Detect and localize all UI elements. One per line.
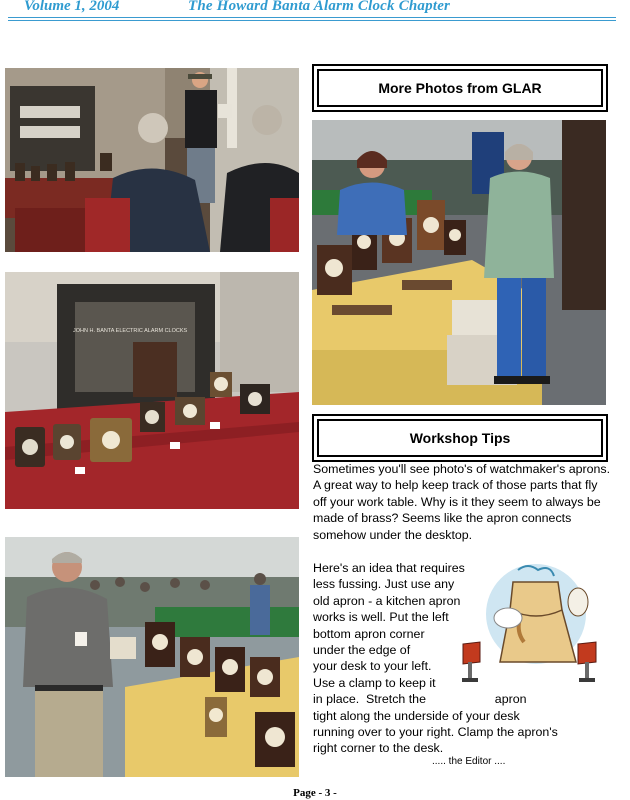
tips-line: your desk to your left. xyxy=(313,659,432,674)
tips-line: Use a clamp to keep it xyxy=(313,675,436,690)
page-header xyxy=(0,0,630,22)
photo-clock-display-red xyxy=(5,272,299,509)
tips-line: under the edge of xyxy=(313,643,411,658)
tips-title: Workshop Tips xyxy=(317,419,603,457)
volume-label: Volume 1, 2004 xyxy=(24,0,120,14)
photo-man-with-clock xyxy=(5,537,299,777)
header-rule-2 xyxy=(8,20,616,21)
editor-signature: ..... the Editor .... xyxy=(432,756,506,767)
tips-line: bottom apron corner xyxy=(313,626,425,641)
tips-line: Here's an idea that requires xyxy=(313,561,465,575)
tips-line: right corner to the desk. xyxy=(313,741,444,756)
tips-title-box xyxy=(312,414,608,462)
tips-line: old apron - a kitchen apron xyxy=(313,593,461,608)
tips-line: tight along the underside of your desk xyxy=(313,708,520,723)
photo-two-women-clocks xyxy=(312,120,606,405)
page-number: Page - 3 - xyxy=(293,787,337,799)
tips-paragraph-1: Sometimes you'll see photo's of watchmaker's aprons. A great way to help keep track of those parts that fly off your work table. Why is it they seem to always be made of brass? Seems like the apron connects somehow under the desktop. xyxy=(313,462,611,542)
tips-line: works is well. Put the left xyxy=(313,610,449,625)
chapter-title: The Howard Banta Alarm Clock Chapter xyxy=(188,0,451,14)
photo-presentation xyxy=(5,68,299,252)
apron-clamp-illustration xyxy=(458,562,608,692)
banner-sign-left: JOHN H. BANTA ELECTRIC ALARM CLOCKS xyxy=(73,328,188,334)
tips-line: running over to your right. Clamp the apron's xyxy=(313,725,558,740)
tips-line: in place. Stretch the apron xyxy=(313,692,527,707)
tips-line: less fussing. Just use any xyxy=(313,577,455,592)
photos-title: More Photos from GLAR xyxy=(317,69,603,107)
photos-title-box xyxy=(312,64,608,112)
header-rule xyxy=(8,17,616,18)
